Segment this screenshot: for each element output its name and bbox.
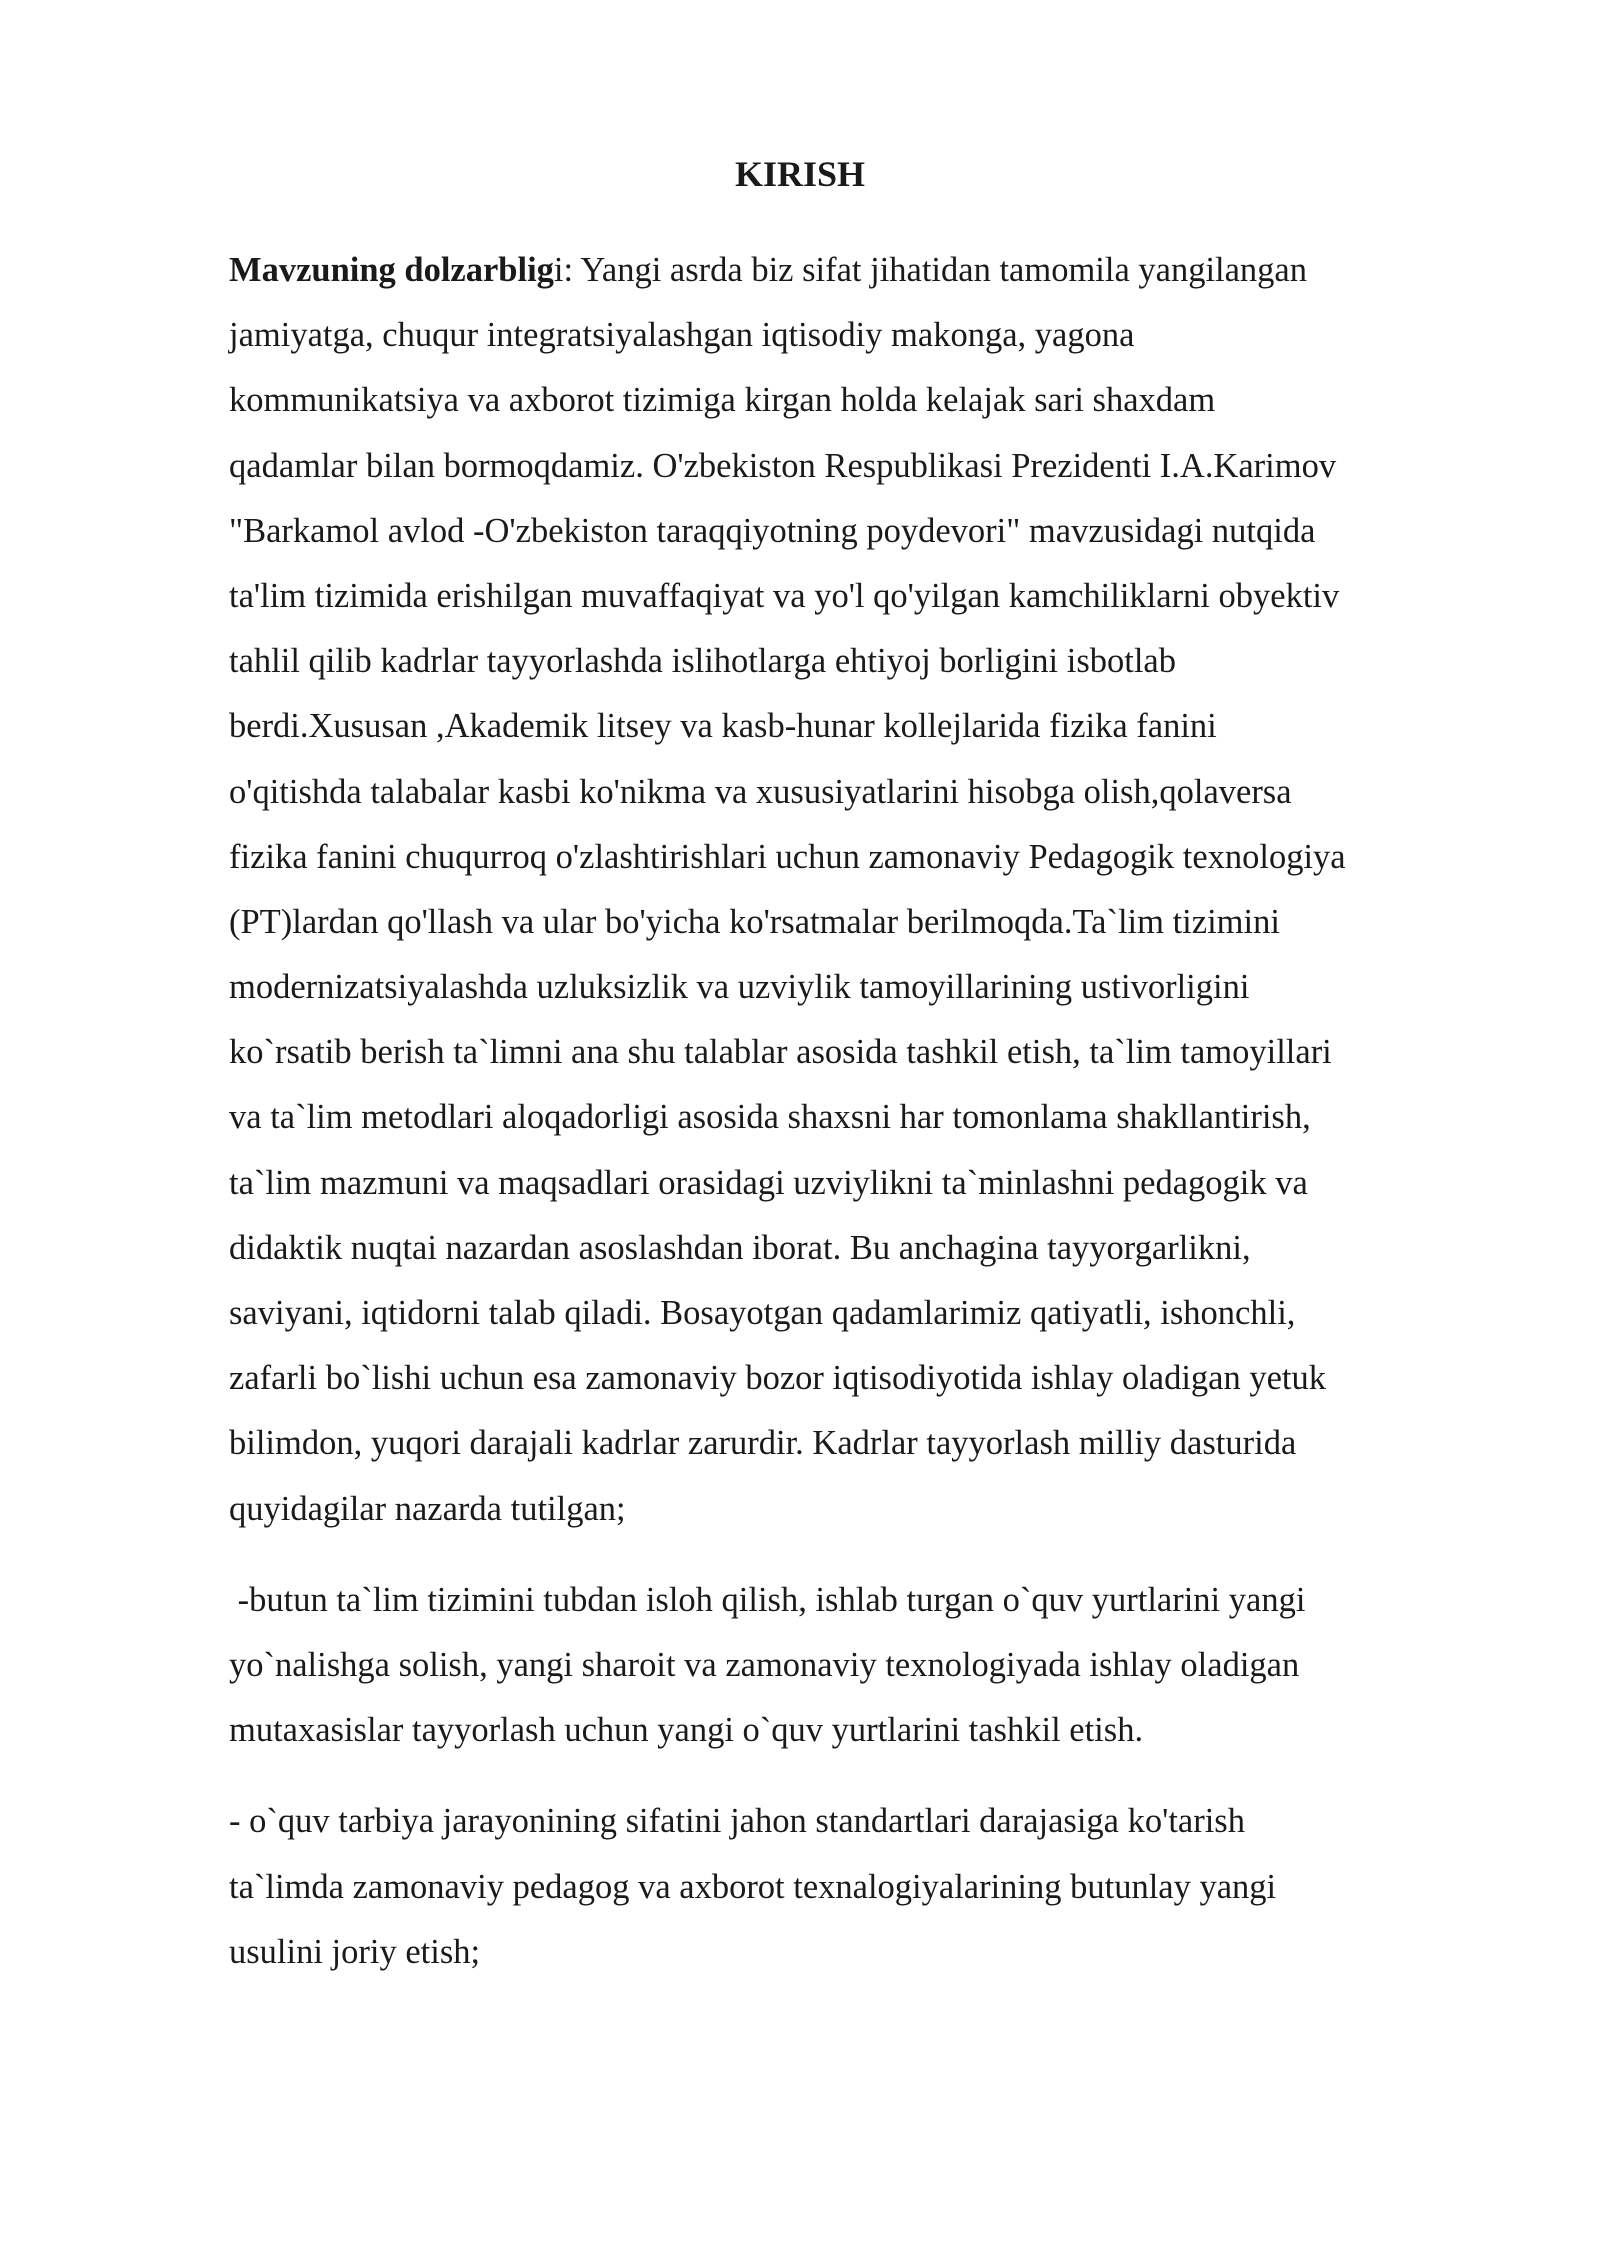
text-line: ko`rsatib berish ta`limni ana shu talablar asosida tashkil etish, ta`lim tamoyillari xyxy=(229,1033,1332,1072)
text-line: modernizatsiyalashda uzluksizlik va uzviylik tamoyillarining ustivorligini xyxy=(229,968,1250,1007)
text-line: tahlil qilib kadrlar tayyorlashda islihotlarga ehtiyoj borligini isbotlab xyxy=(229,642,1176,681)
text-line: kommunikatsiya va axborot tizimiga kirgan holda kelajak sari shaxdam xyxy=(229,381,1216,420)
text-line: qadamlar bilan bormoqdamiz. O'zbekiston Respublikasi Prezidenti I.A.Karimov xyxy=(229,446,1337,485)
text-line: (PT)lardan qo'llash va ular bo'yicha ko'rsatmalar berilmoqda.Ta`lim tizimini xyxy=(229,902,1280,941)
text-line: -butun ta`lim tizimini tubdan isloh qilish, ishlab turgan o`quv yurtlarini yangi xyxy=(229,1580,1306,1619)
text-line: usulini joriy etish; xyxy=(229,1932,481,1971)
text-line: va ta`lim metodlari aloqadorligi asosida shaxsni har tomonlama shakllantirish, xyxy=(229,1098,1311,1137)
text-line: berdi.Xususan ,Akademik litsey va kasb-hunar kollejlarida fizika fanini xyxy=(229,707,1217,746)
intro-paragraph xyxy=(229,238,1469,1542)
text-line: o'qitishda talabalar kasbi ko'nikma va xususiyatlarini hisobga olish,qolaversa xyxy=(229,772,1292,811)
text-line: fizika fanini chuqurroq o'zlashtirishlari uchun zamonaviy Pedagogik texnologiya xyxy=(229,837,1346,876)
text-line: quyidagilar nazarda tutilgan; xyxy=(229,1489,626,1528)
text-line: "Barkamol avlod -O'zbekiston taraqqiyotning poydevori" mavzusidagi nutqida xyxy=(229,511,1316,550)
text-line: ta`lim mazmuni va maqsadlari orasidagi uzviylikni ta`minlashni pedagogik va xyxy=(229,1163,1308,1202)
list-item-paragraph xyxy=(229,1789,1469,1985)
text-line: ta'lim tizimida erishilgan muvaffaqiyat va yo'l qo'yilgan kamchiliklarni obyektiv xyxy=(229,576,1340,615)
page-title: KIRISH xyxy=(734,154,866,194)
document-body xyxy=(229,238,1469,1985)
text-line: yo`nalishga solish, yangi sharoit va zamonaviy texnologiyada ishlay oladigan xyxy=(229,1645,1300,1684)
text-line: jamiyatga, chuqur integratsiyalashgan iqtisodiy makonga, yagona xyxy=(229,316,1135,355)
list-item-paragraph xyxy=(229,1568,1469,1764)
text-line: bilimdon, yuqori darajali kadrlar zarurdir. Kadrlar tayyorlash milliy dasturida xyxy=(229,1424,1297,1463)
text-line xyxy=(229,238,1469,303)
lead-bold-text: Mavzuning dolzarblig xyxy=(229,251,554,289)
text-line: zafarli bo`lishi uchun esa zamonaviy bozor iqtisodiyotida ishlay oladigan yetuk xyxy=(229,1359,1327,1398)
text-line: saviyani, iqtidorni talab qiladi. Bosayotgan qadamlarimiz qatiyatli, ishonchli, xyxy=(229,1294,1296,1332)
text-line: mutaxasislar tayyorlash uchun yangi o`quv yurtlarini tashkil etish. xyxy=(229,1711,1144,1750)
text-line: didaktik nuqtai nazardan asoslashdan iborat. Bu anchagina tayyorgarlikni, xyxy=(229,1228,1251,1267)
text-line: - o`quv tarbiya jarayonining sifatini jahon standartlari darajasiga ko'tarish xyxy=(229,1802,1245,1841)
text-line: ta`limda zamonaviy pedagog va axborot texnalogiyalarining butunlay yangi xyxy=(229,1867,1277,1906)
lead-rest-text: i: Yangi asrda biz sifat jihatidan tamomila yangilangan xyxy=(553,251,1307,289)
